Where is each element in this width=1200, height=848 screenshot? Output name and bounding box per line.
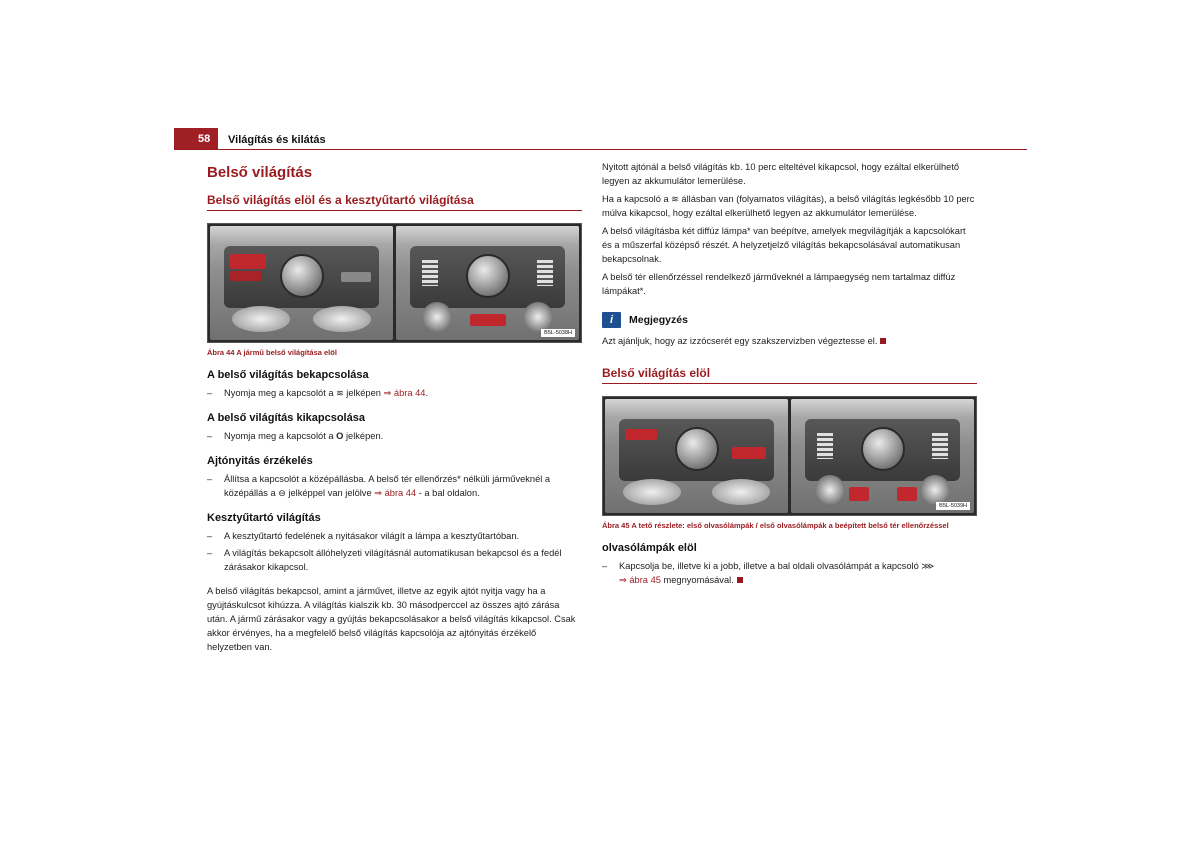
heading-switch-off: A belső világítás kikapcsolása bbox=[207, 412, 365, 424]
note-text: Azt ajánljuk, hogy az izzócserét egy szakszervizben végeztesse el. bbox=[602, 334, 977, 348]
figure-ref-link[interactable]: ⇒ ábra 45 bbox=[619, 575, 661, 585]
light-symbol-icon: ≋ bbox=[336, 388, 344, 398]
heading-glovebox: Kesztyűtartó világítás bbox=[207, 512, 321, 524]
door-symbol-icon: ⊖ bbox=[278, 488, 286, 498]
figure-caption: Ábra 45 A tető részlete: első olvasólámpák / első olvasólámpák a beépített belső tér ellenőrzéssel bbox=[602, 521, 949, 530]
body-paragraph: A belső világításba két diffúz lámpa* van beépítve, amelyek megvilágítják a kapcsolókart és a műszerfal középső részét. A helyzetjelző világítás bekapcsolásával automatikusan bekapcsolnak. bbox=[602, 226, 966, 264]
figure-ref-link[interactable]: ⇒ ábra 44 bbox=[374, 488, 417, 498]
end-mark-icon bbox=[737, 577, 743, 583]
list-item: – Kapcsolja be, illetve ki a jobb, illetve a bal oldali olvasólámpát a kapcsoló ⋙ ⇒ ábra 45 megnyomásával. bbox=[602, 559, 977, 587]
figure-44 bbox=[207, 223, 582, 343]
figure-caption: Ábra 44 A jármű belső világítása elöl bbox=[207, 348, 337, 357]
note-title: Megjegyzés bbox=[629, 314, 688, 326]
body-paragraph: Nyitott ajtónál a belső világítás kb. 10 perc elteltével kikapcsol, hogy ezáltal elkerülhető legyen az akkumulátor lemerülése. bbox=[602, 162, 960, 186]
reading-light-symbol-icon: ⋙ bbox=[921, 561, 935, 571]
page-number: 58 bbox=[174, 128, 218, 149]
figure-45-panel-right bbox=[791, 399, 974, 513]
figure-44-panel-right bbox=[396, 226, 579, 340]
heading-switch-on: A belső világítás bekapcsolása bbox=[207, 369, 369, 381]
figure-44-panel-left bbox=[210, 226, 393, 340]
heading-door-sensor: Ajtónyitás érzékelés bbox=[207, 455, 313, 467]
right-column bbox=[602, 160, 977, 590]
section-title: Belső világítás bbox=[207, 164, 313, 181]
figure-45 bbox=[602, 396, 977, 516]
list-item: – A világítás bekapcsolt állóhelyzeti világításnál automatikusan bekapcsol és a fedél zárásakor kikapcsol. bbox=[207, 546, 582, 574]
figure-code: B5L-5039H bbox=[936, 502, 970, 510]
list-item: – A kesztyűtartó fedelének a nyitásakor világít a lámpa a kesztyűtartóban. bbox=[207, 529, 582, 543]
subsection-title: Belső világítás elöl és a kesztyűtartó világítása bbox=[207, 193, 582, 211]
body-paragraph: A belső tér ellenőrzéssel rendelkező járműveknél a lámpaegység nem tartalmaz diffúz lámpákat*. bbox=[602, 272, 956, 296]
figure-code: B5L-5038H bbox=[541, 329, 575, 337]
body-paragraph: Ha a kapcsoló a ≋ állásban van (folyamatos világítás), a belső világítás legkésőbb 10 perc múlva kikapcsol, hogy ezáltal elkerülhető legyen az akkumulátor lemerülése. bbox=[602, 194, 975, 218]
info-icon: i bbox=[602, 312, 621, 328]
list-item: – Nyomja meg a kapcsolót a ≋ jelképen ⇒ ábra 44. bbox=[207, 386, 582, 400]
reading-light-switch bbox=[732, 447, 766, 459]
figure-45-panel-left bbox=[605, 399, 788, 513]
end-mark-icon bbox=[880, 338, 886, 344]
figure-ref-link[interactable]: ⇒ ábra 44 bbox=[383, 388, 426, 398]
page-header bbox=[174, 128, 1027, 150]
note-header bbox=[602, 312, 977, 328]
list-item: – Nyomja meg a kapcsolót a O jelképen. bbox=[207, 429, 582, 443]
heading-reading-lights: olvasólámpák elöl bbox=[602, 542, 697, 554]
chapter-title: Világítás és kilátás bbox=[228, 134, 326, 146]
body-paragraph: A belső világítás bekapcsol, amint a járművet, illetve az egyik ajtót nyitja vagy ha a gyújtáskulcsot kihúzza. A világítás kialszik kb. 30 másodperccel az összes ajtó zárása után. A jármű zárásakor vagy a gyújtás bekapcsolásakor a belső világítás kikapcsol. Csak akkor érvényes, ha a megfelelő belső világítás kapcsolója az ajtónyitás érzékelő helyzetben van. bbox=[207, 586, 576, 652]
off-symbol: O bbox=[336, 431, 344, 441]
subsection-title: Belső világítás elöl bbox=[602, 366, 977, 384]
left-column bbox=[207, 160, 582, 658]
interior-light-switch bbox=[230, 254, 266, 269]
light-symbol-icon: ≋ bbox=[671, 194, 679, 204]
list-item: – Állítsa a kapcsolót a középállásba. A belső tér ellenőrzés* nélküli járműveknél a középállás a ⊖ jelképpel van jelölve ⇒ ábra 44 - a bal oldalon. bbox=[207, 472, 582, 500]
